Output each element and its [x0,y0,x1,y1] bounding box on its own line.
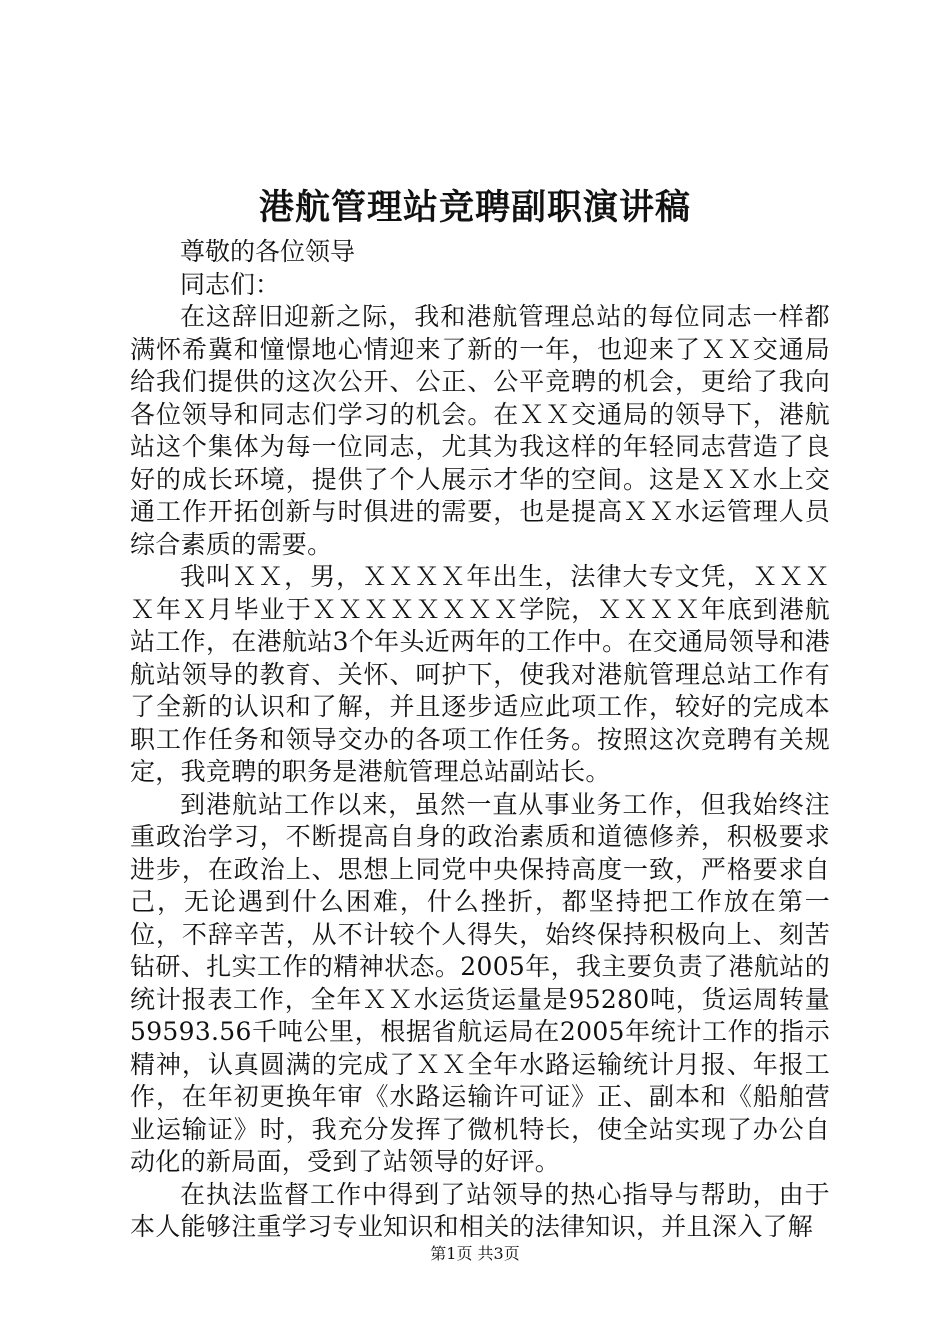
paragraph-3: 到港航站工作以来，虽然一直从事业务工作，但我始终注重政治学习，不断提高自身的政治素质和道德修养，积极要求进步，在政治上、思想上同党中央保持高度一致，严格要求自己，无论遇到什么困难，什么挫折，都坚持把工作放在第一位，不辞辛苦，从不计较个人得失，始终保持积极向上、刻苦钻研、扎实工作的精神状态。2005年，我主要负责了港航站的统计报表工作，全年ＸＸ水运货运量是95280吨，货运周转量59593.56千吨公里，根据省航运局在2005年统计工作的指示精神，认真圆满的完成了ＸＸ全年水路运输统计月报、年报工作，在年初更换年审《水路运输许可证》正、副本和《船舶营业运输证》时，我充分发挥了微机特长，使全站实现了办公自动化的新局面，受到了站领导的好评。 [130,789,830,1176]
document-title: 港航管理站竞聘副职演讲稿 [258,187,691,228]
paragraph-1: 在这辞旧迎新之际，我和港航管理总站的每位同志一样都满怀希冀和憧憬地心情迎来了新的一年，也迎来了ＸＸ交通局给我们提供的这次公开、公正、公平竞聘的机会，更给了我向各位领导和同志们学习的机会。在ＸＸ交通局的领导下，港航站这个集体为每一位同志，尤其为我这样的年轻同志营造了良好的成长环境，提供了个人展示才华的空间。这是ＸＸ水上交通工作开拓创新与时俱进的需要，也是提高ＸＸ水运管理人员综合素质的需要。 [130,302,830,559]
document-body [130,236,830,1244]
salutation-comrades: 同志们： [180,269,281,299]
paragraph-2: 我叫ＸＸ，男，ＸＸＸＸ年出生，法律大专文凭，ＸＸＸＸ年Ｘ月毕业于ＸＸＸＸＸＸＸＸ学院，ＸＸＸＸ年底到港航站工作，在港航站3个年头近两年的工作中。在交通局领导和港航站领导的教育、关怀、呵护下，使我对港航管理总站工作有了全新的认识和了解，并且逐步适应此项工作，较好的完成本职工作任务和领导交办的各项工作任务。按照这次竞聘有关规定，我竞聘的职务是港航管理总站副站长。 [130,562,830,786]
salutation-leaders: 尊敬的各位领导 [180,237,356,266]
paragraph-4: 在执法监督工作中得到了站领导的热心指导与帮助，由于本人能够注重学习专业知识和相关的法律知识，并且深入了解 [130,1179,830,1241]
page-number-footer: 第1页 共3页 [430,1244,520,1263]
